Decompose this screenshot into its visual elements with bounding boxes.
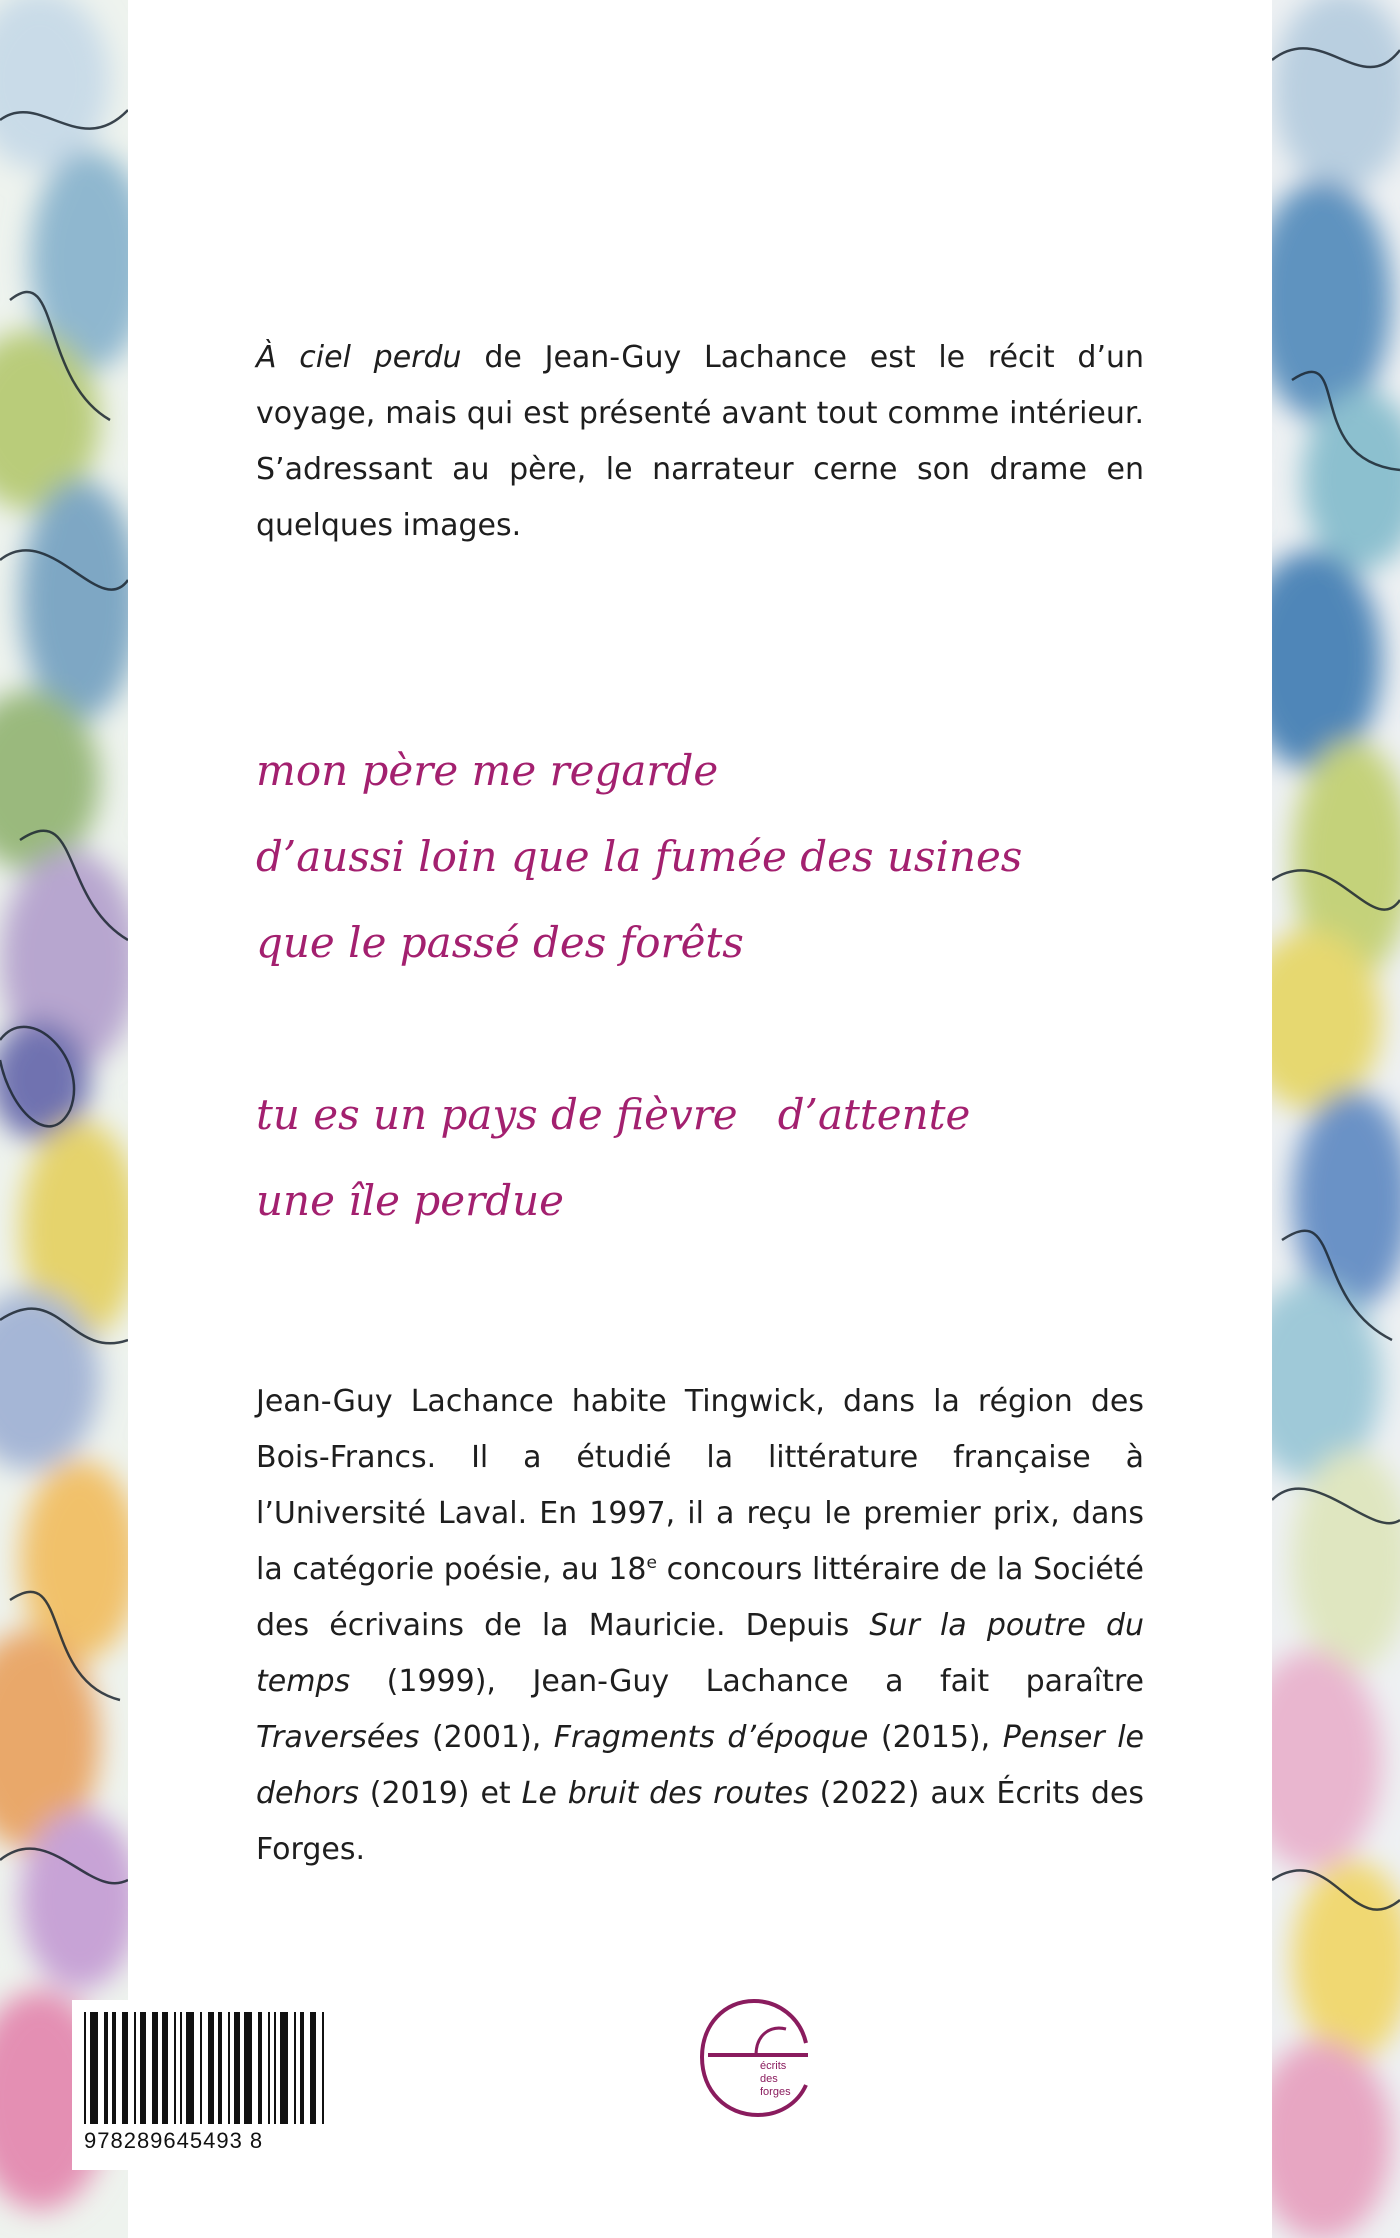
book-title: Fragments d’époque (553, 1720, 869, 1755)
barcode-bar (268, 2012, 270, 2124)
barcode-bar (112, 2012, 116, 2124)
poem-line: d’aussi loin que la fumée des usines (256, 832, 1023, 881)
barcode-bar (134, 2012, 136, 2124)
barcode-bar (162, 2012, 168, 2124)
ordinal-suffix: e (646, 1553, 657, 1573)
barcode-bar (152, 2012, 158, 2124)
bio-text: (2001), (419, 1720, 554, 1755)
logo-word: forges (760, 2086, 791, 2098)
logo-word: des (760, 2073, 778, 2085)
barcode-bar (104, 2012, 108, 2124)
barcode-bar (280, 2012, 288, 2124)
book-title: Penser le dehors (256, 1720, 1144, 1811)
barcode-bar (244, 2012, 252, 2124)
barcode-bar (294, 2012, 296, 2124)
poem-stanza-1 (256, 728, 1156, 986)
barcode-bar (274, 2012, 276, 2124)
poem-line: que le passé des forêts (256, 918, 744, 967)
poem-line: tu es un pays de fièvre d’attente (256, 1090, 971, 1139)
barcode-bar (84, 2012, 86, 2124)
bio-text: (2015), (868, 1720, 1003, 1755)
barcode-bar (228, 2012, 230, 2124)
book-title: Sur la poutre du temps (256, 1608, 1144, 1699)
barcode-bar (310, 2012, 316, 2124)
barcode-bar (258, 2012, 262, 2124)
barcode-bar (122, 2012, 128, 2124)
barcode-bar (300, 2012, 304, 2124)
barcode-bar (218, 2012, 222, 2124)
barcode-bar (174, 2012, 176, 2124)
bio-text: Jean-Guy Lachance habite Tingwick, dans la région des Bois-Francs. Il a étudié la littérature française à l’Université Laval. En 1997, il a reçu le premier prix, dans la catégorie poésie, au 18 (256, 1384, 1144, 1587)
poem-excerpt (256, 728, 1156, 1330)
intro-text: de Jean-Guy Lachance est le récit d’un voyage, mais qui est présenté avant tout comme intérieur. S’adressant au père, le narrateur cerne son drame en quelques images. (256, 340, 1145, 543)
bio-text: concours littéraire de la Société des écrivains de la Mauricie. Depuis (256, 1552, 1145, 1643)
barcode-bar (200, 2012, 202, 2124)
author-bio (256, 1374, 1144, 1878)
barcode-bar (186, 2012, 194, 2124)
publisher-logo (696, 1995, 826, 2135)
barcode-bars (82, 2012, 402, 2124)
watercolor-border-right (1272, 0, 1400, 2238)
poem-stanza-2 (256, 1072, 1156, 1244)
book-title: Le bruit des routes (521, 1776, 809, 1811)
poem-line: une île perdue (256, 1176, 564, 1225)
bio-text: (2019) et (358, 1776, 522, 1811)
barcode-bar (140, 2012, 146, 2124)
isbn-barcode (72, 2000, 412, 2170)
barcode-bar (208, 2012, 214, 2124)
book-title: À ciel perdu (256, 340, 462, 375)
watercolor-border-left (0, 0, 128, 2238)
intro-paragraph (256, 330, 1144, 554)
bio-text: (1999), Jean-Guy Lachance a fait paraître (350, 1664, 1144, 1699)
isbn-number: 978289645493 8 (84, 2128, 264, 2153)
bio-text: (2022) aux Écrits des Forges. (256, 1776, 1144, 1867)
barcode-bar (322, 2012, 324, 2124)
poem-line: mon père me regarde (256, 746, 719, 795)
barcode-bar (90, 2012, 98, 2124)
barcode-bar (180, 2012, 182, 2124)
logo-word: écrits (760, 2060, 787, 2072)
barcode-bar (234, 2012, 240, 2124)
book-title: Traversées (256, 1720, 420, 1755)
